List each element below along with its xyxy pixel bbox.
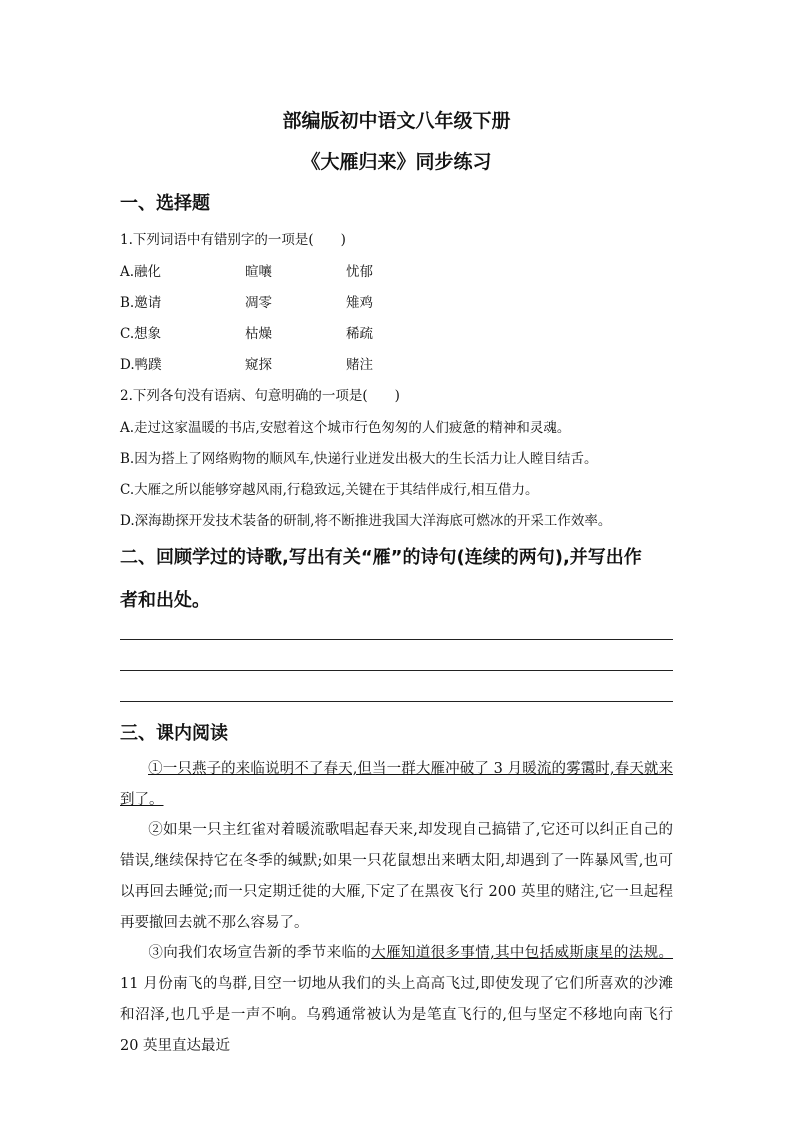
paragraph-2-text: ②如果一只主红雀对着暖流歌唱起春天来,却发现自己搞错了,它还可以纠正自己的错误,继续保持它在冬季的缄默;如果一只花鼠想出来晒太阳,却遇到了一阵暴风雪,也可以再回去睡觉;而一只定期迁徙的大雁,下定了在黑夜飞行 200 英里的赌注,它一旦起程再要撤回去就不那么容易了。 bbox=[120, 822, 673, 931]
answer-line-1[interactable] bbox=[120, 639, 673, 640]
q1-option-c: C.想象 bbox=[120, 326, 162, 342]
q2-option-c: C.大雁之所以能够穿越风雨,行稳致远,关键在于其结伴成行,相互借力。 bbox=[120, 482, 539, 498]
q1-option-d: D.鸭蹼 bbox=[120, 357, 162, 373]
paragraph-1-underlined: ①一只燕子的来临说明不了春天,但当一群大雁冲破了 3 月暖流的雾霭时,春天就来到了。 bbox=[120, 761, 673, 808]
question-1-stem: 1.下列词语中有错别字的一项是( ) bbox=[120, 232, 346, 248]
q2-option-b: B.因为搭上了网络购物的顺风车,快递行业迸发出极大的生长活力让人瞠目结舌。 bbox=[120, 451, 598, 467]
section-heading-reading: 三、课内阅读 bbox=[120, 723, 228, 744]
section-heading-poem-line1: 二、回顾学过的诗歌,写出有关“雁”的诗句(连续的两句),并写出作 bbox=[120, 547, 642, 568]
section-heading-poem-line2: 者和出处。 bbox=[120, 590, 210, 611]
answer-line-2[interactable] bbox=[120, 670, 673, 671]
reading-paragraph-3 bbox=[120, 938, 673, 1062]
q1-option-b-word2: 凋零 bbox=[245, 295, 272, 311]
paragraph-3-underlined: 大雁知道很多事情,其中包括威斯康星的法规。 bbox=[371, 945, 674, 961]
paragraph-3-intro: ③向我们农场宣告新的季节来临的 bbox=[148, 945, 372, 961]
page-title: 部编版初中语文八年级下册 bbox=[282, 110, 511, 132]
q1-option-a-word2: 暄嚷 bbox=[245, 264, 272, 280]
q1-option-b-word3: 雉鸡 bbox=[346, 295, 373, 311]
q1-option-a-word3: 忧郁 bbox=[346, 264, 373, 280]
q1-option-d-word3: 赌注 bbox=[346, 357, 373, 373]
q1-option-c-word2: 枯燥 bbox=[245, 326, 272, 342]
q1-option-b: B.邀请 bbox=[120, 295, 162, 311]
reading-paragraph-1 bbox=[120, 754, 673, 816]
reading-paragraph-2 bbox=[120, 815, 673, 939]
q2-option-a: A.走过这家温暖的书店,安慰着这个城市行色匆匆的人们疲惫的精神和灵魂。 bbox=[120, 420, 571, 436]
answer-line-3[interactable] bbox=[120, 701, 673, 702]
question-2-stem: 2.下列各句没有语病、句意明确的一项是( ) bbox=[120, 388, 400, 404]
q1-option-d-word2: 窥探 bbox=[245, 357, 272, 373]
q1-option-a: A.融化 bbox=[120, 264, 162, 280]
q2-option-d: D.深海勘探开发技术装备的研制,将不断推进我国大洋海底可燃冰的开采工作效率。 bbox=[120, 513, 612, 529]
section-heading-choice: 一、选择题 bbox=[120, 193, 210, 214]
page-subtitle: 《大雁归来》同步练习 bbox=[301, 151, 492, 173]
paragraph-3-text: 11 月份南飞的鸟群,目空一切地从我们的头上高高飞过,即使发现了它们所喜欢的沙滩和沼泽,也几乎是一声不响。乌鸦通常被认为是笔直飞行的,但与坚定不移地向南飞行 20 英里直达最近 bbox=[120, 976, 673, 1054]
q1-option-c-word3: 稀疏 bbox=[346, 326, 373, 342]
